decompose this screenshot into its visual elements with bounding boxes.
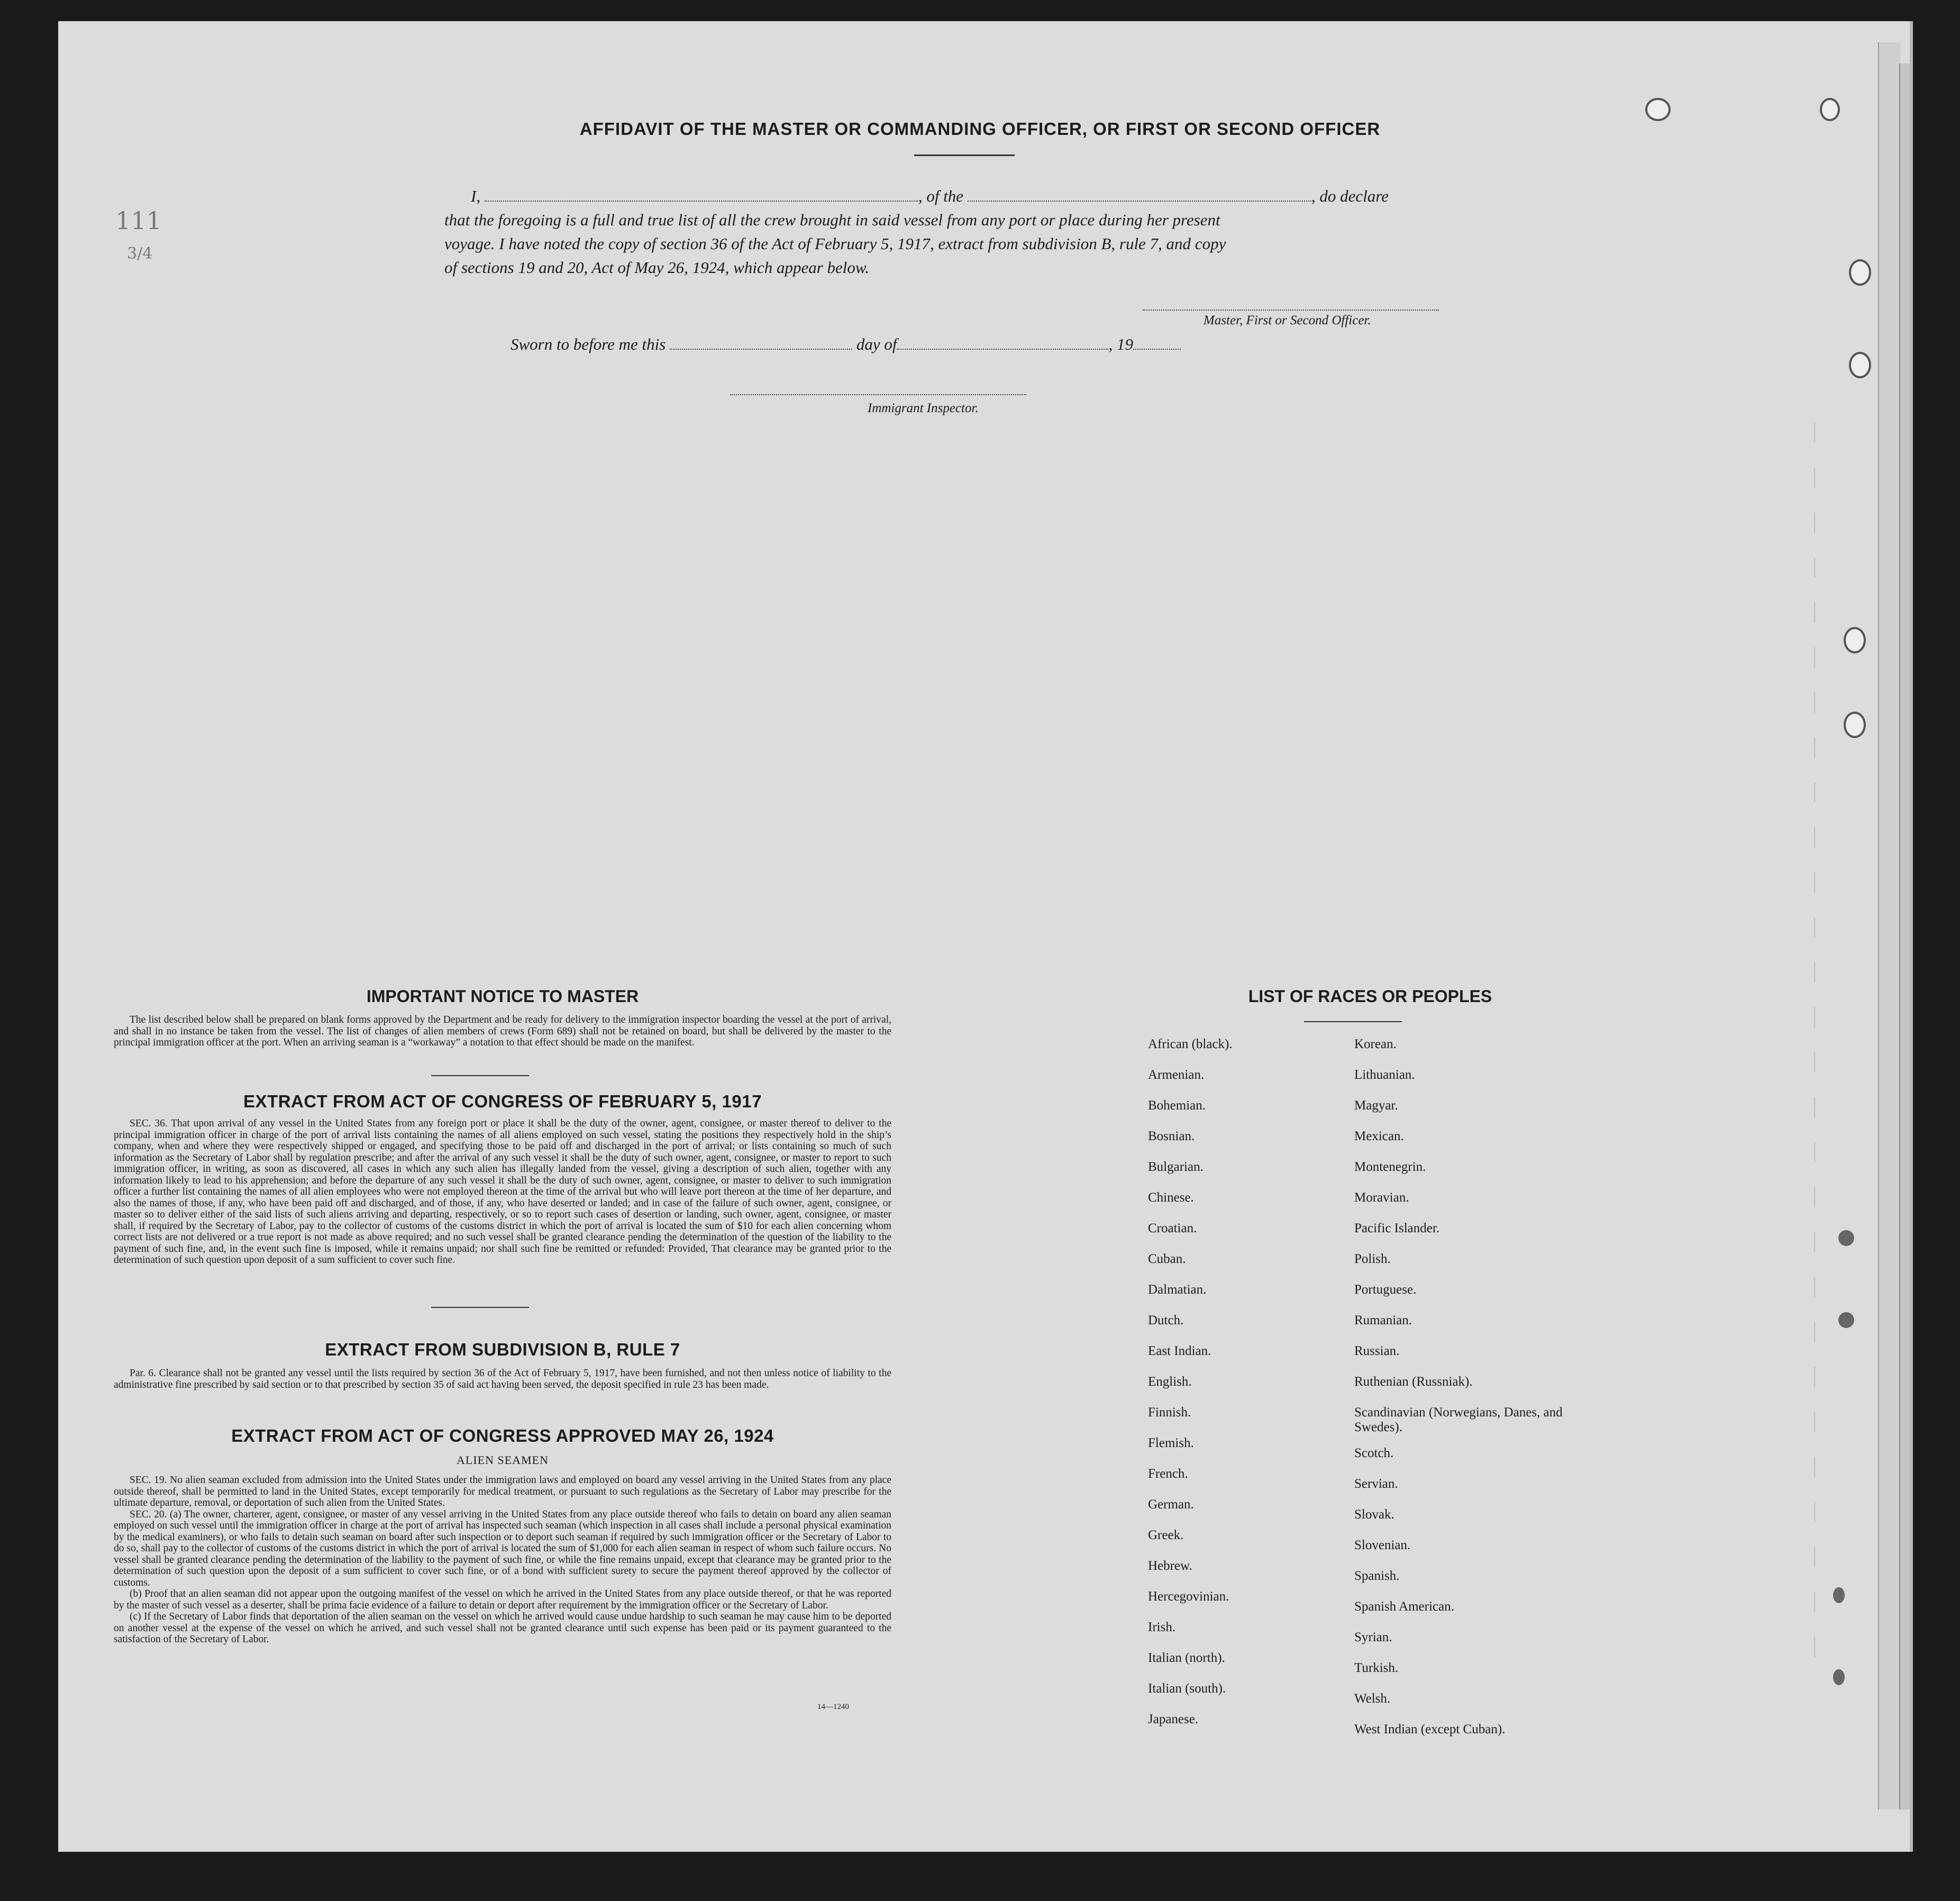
declaration-i: I, [471,187,481,205]
race-item: Polish. [1354,1252,1391,1266]
sworn-line [510,335,1181,354]
binder-hole-icon [1844,627,1866,653]
race-item: Spanish. [1354,1569,1400,1583]
race-item: English. [1148,1375,1192,1389]
punch-mark-icon [1838,1312,1854,1328]
name-field[interactable] [485,188,918,202]
declaration-line: of sections 19 and 20, Act of May 26, 1924, which appear below. [444,258,870,277]
race-item: Slovenian. [1354,1538,1411,1552]
race-item: Scandinavian (Norwegians, Danes, and Swedes). [1354,1405,1563,1434]
race-item: Magyar. [1354,1098,1398,1113]
extract-1924-paragraph: (c) If the Secretary of Labor finds that deportation of the alien seaman on the vessel on which he arrived would cause undue hardship to such seaman he may cause him to be deported on another vessel at the expense of the vessel on which he arrived, and such vessel shall not be granted clearance until such expense has been paid or its payment guaranteed to the satisfaction of the Secretary of Labor. [114,1611,891,1645]
bleed-through-mark: │ [1809,1413,1820,1433]
extract-1917-text [114,1118,891,1266]
race-item: Dalmatian. [1148,1283,1207,1297]
bleed-through-mark: │ [1809,1593,1820,1613]
extract-1924-paragraph: (b) Proof that an alien seaman did not appear upon the outgoing manifest of the vessel on which he arrived in the United States from any place outside thereof, or that he was reported by the master of such vessel as a deserter, shall be prima facie evidence of a failure to detain or deport after requirement by the immigration officer or the Secretary of Labor. [114,1588,891,1611]
binder-hole-icon [1645,98,1671,121]
margin-mark: 111 [115,206,162,235]
race-item: Flemish. [1148,1436,1194,1450]
rule7-text [114,1368,891,1390]
declaration-line: that the foregoing is a full and true list of all the crew brought in said vessel from any port or place during her present [444,211,1220,229]
race-item: Irish. [1148,1620,1176,1634]
extract-1917-paragraph: SEC. 36. That upon arrival of any vessel in the United States from any foreign port or place it shall be the duty of the owner, agent, consignee, or master thereof to deliver to the principal immigration officer in charge of the port of arrival lists containing the names of all aliens employed on such vessel, stating the positions they respectively hold in the ship’s company, when and where they were respectively shipped or engaged, and specifying those to be paid off and discharged in the port of arrival; or lists containing so much of such information as the Secretary of Labor shall by regulation prescribe; and after the arrival of any such vessel it shall be the duty of such owner, agent, consignee, or master to report to such immigration officer, in writing, as soon as discovered, all cases in which any such alien has illegally landed from the vessel, giving a description of such alien, together with any information likely to lead to his apprehension; and before the departure of any such vessel it shall be the duty of such owner, agent, consignee, or master to deliver to such immigration officer a further list containing the names of all alien employees who were not employed thereon at the time of the arrival but who will leave port thereon at the time of her departure, and also the names of those, if any, who have been paid off and discharged, and of those, if any, who have deserted or landed; and in case of the failure of such owner, agent, consignee, or master so to deliver either of the said lists of such aliens arriving and departing, respectively, or so to report such cases of desertion or landing, such owner, agent, consignee, or master shall, if required by the Secretary of Labor, pay to the collector of customs of the customs district in which the port of arrival is located the sum of $10 for each alien concerning whom correct lists are not delivered or a true report is not made as above required; and no such vessel shall be granted clearance pending the determination of the question of the liability to the payment of such fine, and, in the event such fine is imposed, while it remains unpaid; nor shall such fine be remitted or refunded: Provided, That clearance may be granted prior to the determination of such question upon deposit of a sum sufficient to cover such fine. [114,1118,891,1266]
divider [914,154,1015,156]
margin-mark: 3/4 [127,244,153,263]
punch-mark-icon [1833,1669,1845,1685]
bleed-through-mark: │ [1809,648,1820,668]
bleed-through-mark: │ [1809,1548,1820,1568]
sworn-label: Sworn to before me this [510,335,666,353]
race-item: Mexican. [1354,1129,1404,1143]
rule7-paragraph: Par. 6. Clearance shall not be granted any vessel until the lists required by section 36 of the Act of February 5, 1917, have been furnished, and not then unless notice of liability to the administrative fine prescribed by said section or to that prescribed by section 35 of said act having been served, the deposit specified in rule 23 has been made. [114,1368,891,1390]
race-item: Lithuanian. [1354,1068,1415,1082]
divider [431,1307,529,1308]
bleed-through-mark: │ [1809,1233,1820,1253]
bleed-through-mark: │ [1809,828,1820,848]
bleed-through-mark: │ [1809,558,1820,578]
extract-1924-title: EXTRACT FROM ACT OF CONGRESS APPROVED MAY 26, 1924 [231,1426,774,1445]
race-item: Montenegrin. [1354,1160,1426,1174]
bleed-through-mark: │ [1809,1638,1820,1658]
rule7-title: EXTRACT FROM SUBDIVISION B, RULE 7 [325,1340,680,1359]
bleed-through-mark: │ [1809,738,1820,758]
page-edge [1899,63,1910,1809]
notice-paragraph: The list described below shall be prepared on blank forms approved by the Department and be ready for delivery to the immigration inspector boarding the vessel at the port of arrival, and shall in no instance be taken from the vessel. The list of changes of alien members of crews (Form 689) shall not be retained on board, but shall be delivered by the master to the principal immigration officer at the port. When an arriving seaman is a “workaway” a notation to that effect should be made on the manifest. [114,1014,891,1048]
page-edge [1878,42,1900,1809]
bleed-through-mark: │ [1809,1053,1820,1073]
races-title: LIST OF RACES OR PEOPLES [1248,987,1492,1006]
extract-1917-title: EXTRACT FROM ACT OF CONGRESS OF FEBRUARY 5, 1917 [243,1092,762,1111]
race-item: Russian. [1354,1344,1400,1358]
master-signature-line[interactable] [1143,310,1439,311]
vessel-field[interactable] [968,188,1311,202]
race-item: Chinese. [1148,1190,1194,1205]
extract-1924-paragraph: SEC. 20. (a) The owner, charterer, agent, consignee, or master of any vessel arriving in the United States from any place outside thereof who fails to detain on board any alien seaman employed on such vessel until the immigration officer in charge at the port of arrival has inspected such seaman (which inspection in all cases shall include a personal physical examination by the medical examiners), or who fails to detain such seaman on board after such inspection or to deport such seaman if required by such immigration officer or the Secretary of Labor to do so, shall pay to the collector of customs of the customs district in which the port of arrival is located the sum of $1,000 for each alien seaman in respect of whom such failure occurs. No vessel shall be granted clearance pending the determination of the liability to the payment of such fine, or while the fine remains unpaid, except that clearance may be granted prior to the determination of such question upon the deposit of a sum sufficient to cover such fine, or of a bond with sufficient surety to secure the payment thereof approved by the collector of customs. [114,1508,891,1588]
divider [431,1075,529,1076]
bleed-through-mark: │ [1809,918,1820,938]
race-item: Italian (south). [1148,1681,1226,1696]
inspector-signature-line[interactable] [730,394,1026,395]
race-item: Finnish. [1148,1405,1191,1420]
punch-mark-icon [1833,1587,1845,1603]
race-item: Pacific Islander. [1354,1221,1440,1235]
bleed-through-mark: │ [1809,1458,1820,1478]
divider [1304,1021,1402,1022]
binder-hole-icon [1820,98,1840,121]
bleed-through-mark: │ [1809,1503,1820,1523]
race-item: Portuguese. [1354,1283,1417,1297]
race-item: Dutch. [1148,1313,1184,1327]
race-item: Rumanian. [1354,1313,1412,1327]
extract-1924-paragraph: SEC. 19. No alien seaman excluded from admission into the United States under the immigration laws and employed on board any vessel arriving in the United States from any place outside thereof, shall be permitted to land in the United States, except temporarily for medical treatment, or pursuant to such regulations as the Secretary of Labor may prescribe for the ultimate departure, removal, or deportation of such alien from the United States. [114,1475,891,1508]
extract-1924-subtitle: ALIEN SEAMEN [457,1453,549,1467]
bleed-through-mark: │ [1809,693,1820,713]
race-item: Welsh. [1354,1691,1391,1706]
binder-hole-icon [1849,352,1871,378]
affidavit-title: AFFIDAVIT OF THE MASTER OR COMMANDING OFFICER, OR FIRST OR SECOND OFFICER [579,119,1381,139]
race-item: French. [1148,1467,1188,1481]
bleed-through-mark: │ [1809,603,1820,623]
race-item: Italian (north). [1148,1651,1225,1665]
race-item: West Indian (except Cuban). [1354,1722,1506,1736]
bleed-through-mark: │ [1809,513,1820,533]
binder-hole-icon [1849,259,1871,286]
race-item: East Indian. [1148,1344,1211,1358]
notice-title: IMPORTANT NOTICE TO MASTER [366,987,639,1006]
race-item: German. [1148,1497,1194,1512]
master-signature-label: Master, First or Second Officer. [1204,313,1371,328]
year-label: , 19 [1108,335,1133,353]
inspector-signature-label: Immigrant Inspector. [868,401,979,415]
bleed-through-mark: │ [1809,423,1820,443]
race-item: Ruthenian (Russniak). [1354,1375,1473,1389]
day-of-label: day of [856,335,897,353]
bleed-through-mark: │ [1809,873,1820,893]
race-item: Bosnian. [1148,1129,1195,1143]
bleed-through-mark: │ [1809,783,1820,803]
race-item: Armenian. [1148,1068,1205,1082]
race-item: Bulgarian. [1148,1160,1204,1174]
punch-mark-icon [1838,1230,1854,1246]
extract-1924-text [114,1475,891,1645]
race-item: Bohemian. [1148,1098,1206,1113]
notice-text [114,1014,891,1049]
sworn-month-field[interactable] [897,336,1108,350]
race-item: Turkish. [1354,1661,1399,1675]
bleed-through-mark: │ [1809,1323,1820,1343]
race-item: Servian. [1354,1477,1398,1491]
race-item: Slovak. [1354,1507,1394,1522]
race-item: Greek. [1148,1528,1184,1542]
bleed-through-mark: │ [1809,1008,1820,1028]
race-item: Cuban. [1148,1252,1186,1266]
sworn-day-field[interactable] [670,336,852,350]
sworn-year-field[interactable] [1133,336,1181,350]
race-item: Korean. [1354,1037,1397,1051]
bleed-through-mark: │ [1809,1188,1820,1208]
bleed-through-mark: │ [1809,963,1820,983]
race-item: Hebrew. [1148,1559,1192,1573]
declaration-line: voyage. I have noted the copy of section 36 of the Act of February 5, 1917, extract from subdivision B, rule 7, and copy [444,234,1226,253]
race-item: Spanish American. [1354,1599,1454,1614]
bleed-through-mark: │ [1809,468,1820,488]
race-item: Hercegovinian. [1148,1589,1229,1604]
race-item: African (black). [1148,1037,1233,1051]
form-number: 14—1240 [817,1703,849,1711]
bleed-through-mark: │ [1809,1098,1820,1118]
race-item: Moravian. [1354,1190,1409,1205]
bleed-through-mark: │ [1809,1368,1820,1388]
race-item: Scotch. [1354,1446,1394,1460]
declaration-do-declare: , do declare [1311,187,1389,205]
race-item: Croatian. [1148,1221,1197,1235]
bleed-through-mark: │ [1809,1278,1820,1298]
binder-hole-icon [1844,712,1866,738]
race-item: Syrian. [1354,1630,1392,1644]
declaration-text [444,184,1481,279]
race-item: Japanese. [1148,1712,1199,1726]
bleed-through-mark: │ [1809,1143,1820,1163]
declaration-of-the: , of the [918,187,964,205]
